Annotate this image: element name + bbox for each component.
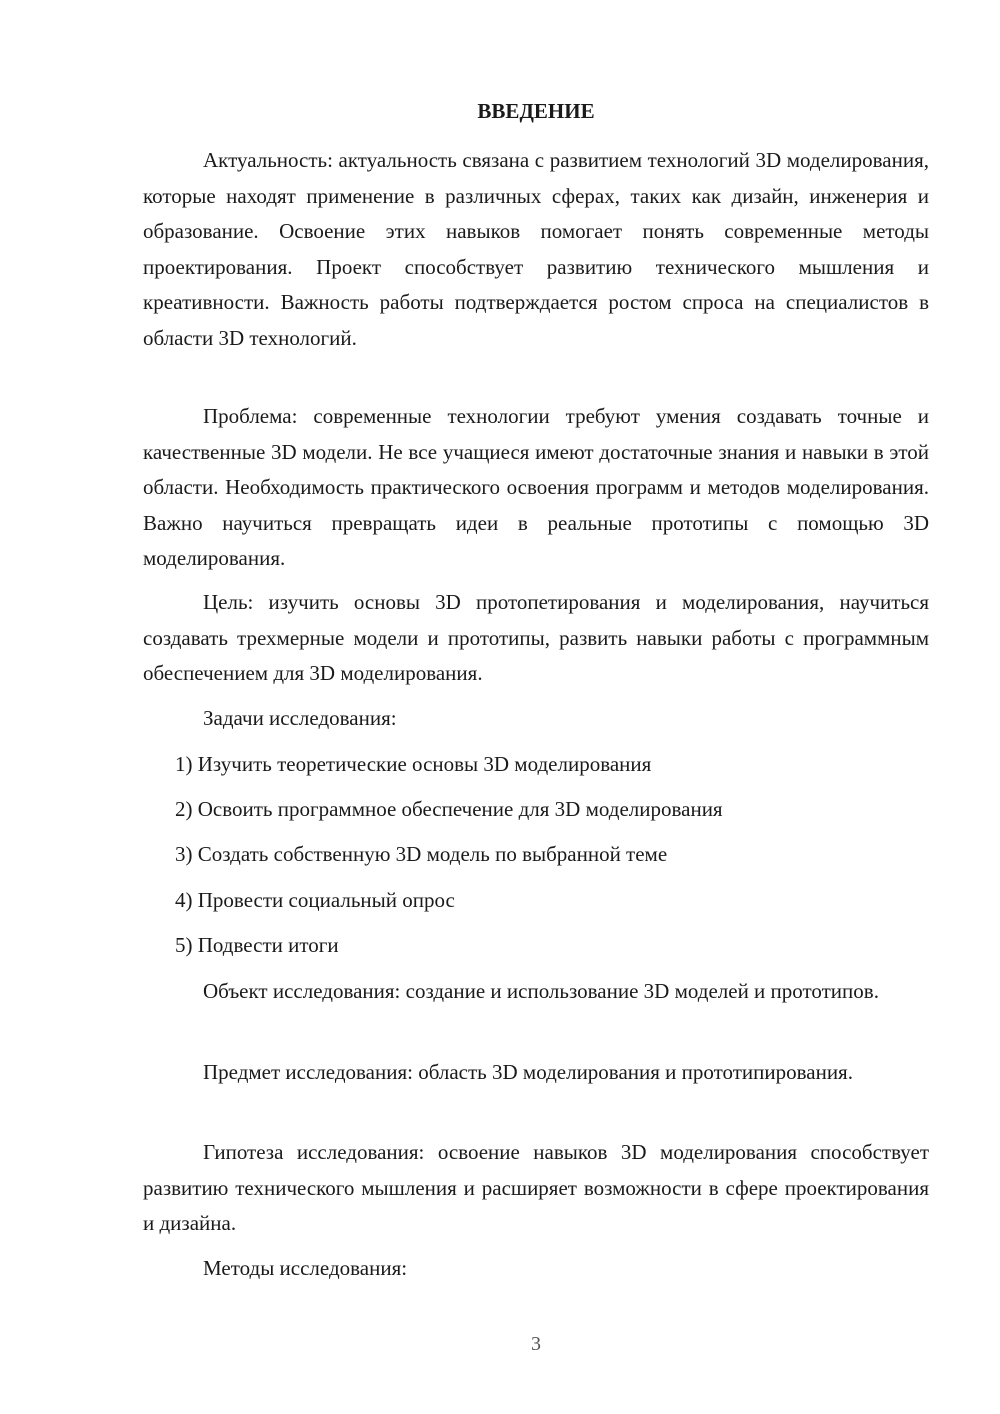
task-item: 3) Создать собственную 3D модель по выбранной теме	[175, 842, 668, 866]
page-number: 3	[531, 1333, 541, 1355]
task-item: 1) Изучить теоретические основы 3D моделирования	[175, 752, 652, 776]
paragraph-goal: Цель: изучить основы 3D протопетирования и моделирования, научиться создавать трехмерные модели и прототипы, развить навыки работы с программным обеспечением для 3D моделирования.	[143, 590, 929, 685]
task-item: 2) Освоить программное обеспечение для 3D моделирования	[175, 797, 723, 821]
tasks-heading: Задачи исследования:	[203, 706, 397, 730]
paragraph-problem: Проблема: современные технологии требуют умения создавать точные и качественные 3D модели. Не все учащиеся имеют достаточные знания и навыки в этой области. Необходимость практического освоения программ и методов моделирования. Важно научиться превращать идеи в реальные прототипы с помощью 3D моделирования.	[143, 404, 929, 570]
paragraph-object: Объект исследования: создание и использование 3D моделей и прототипов.	[203, 979, 879, 1003]
paragraph-relevance: Актуальность: актуальность связана с развитием технологий 3D моделирования, которые находят применение в различных сферах, таких как дизайн, инженерия и образование. Освоение этих навыков помогает понять современные методы проектирования. Проект способствует развитию технического мышления и креативности. Важность работы подтверждается ростом спроса на специалистов в области 3D технологий.	[143, 148, 929, 350]
page-title: ВВЕДЕНИЕ	[477, 99, 595, 123]
paragraph-subject: Предмет исследования: область 3D моделирования и прототипирования.	[203, 1060, 853, 1084]
task-item: 4) Провести социальный опрос	[175, 888, 455, 912]
task-item: 5) Подвести итоги	[175, 933, 339, 957]
methods-heading: Методы исследования:	[203, 1256, 408, 1280]
paragraph-hypothesis: Гипотеза исследования: освоение навыков 3D моделирования способствует развитию технического мышления и расширяет возможности в сфере проектирования и дизайна.	[143, 1140, 929, 1235]
